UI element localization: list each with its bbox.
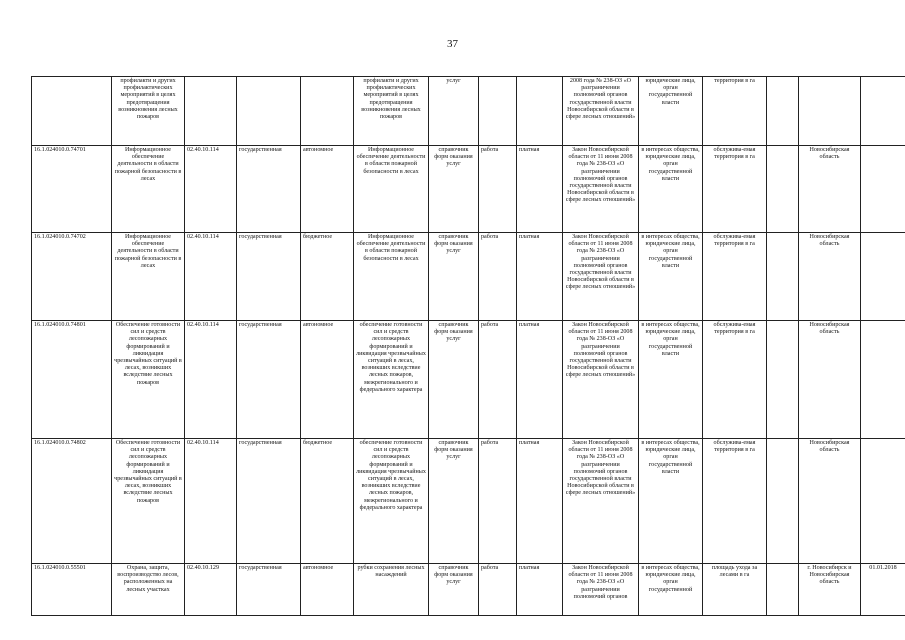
cell-consumer-category: в интересах общества, юридические лица, орган государственной bbox=[639, 564, 703, 616]
cell-registry-code: 16.1.024010.0.74701 bbox=[32, 146, 112, 233]
cell-ownership-type: государственная bbox=[237, 321, 301, 439]
cell-service-kind: работа bbox=[479, 439, 517, 564]
cell-institution-type: автономное bbox=[301, 146, 354, 233]
cell-start-date bbox=[861, 233, 905, 321]
cell-volume-indicator: площадь ухода за лесами в га bbox=[703, 564, 767, 616]
cell-start-date bbox=[861, 321, 905, 439]
cell-work-content: рубки сохранения лесных насаждений bbox=[354, 564, 429, 616]
cell-okved-code: 02.40.10.114 bbox=[185, 439, 237, 564]
cell-service-kind: работа bbox=[479, 233, 517, 321]
cell-service-name: Обеспечение готовности сил и средств лесопожарных формирований и ликвидация чрезвычайных ситуаций в лесах, возникших вследствие лесных пожаров bbox=[112, 321, 185, 439]
cell-start-date bbox=[861, 146, 905, 233]
cell-ownership-type bbox=[237, 77, 301, 146]
cell-ownership-type: государственная bbox=[237, 233, 301, 321]
cell-quality-indicator bbox=[767, 77, 799, 146]
cell-start-date bbox=[861, 77, 905, 146]
cell-service-kind: работа bbox=[479, 321, 517, 439]
cell-registry-code bbox=[32, 77, 112, 146]
cell-quality-indicator bbox=[767, 233, 799, 321]
cell-legal-basis: Закон Новосибирской области от 11 июня 2008 года № 238-ОЗ «О разграничении полномочий органов bbox=[563, 564, 639, 616]
cell-service-kind bbox=[479, 77, 517, 146]
cell-service-name: профилакти и других профилактических мероприятий в целях предотвращения возникновения лесных пожаров bbox=[112, 77, 185, 146]
cell-territory: г. Новосибирск и Новосибирская область bbox=[799, 564, 861, 616]
cell-okved-code: 02.40.10.114 bbox=[185, 233, 237, 321]
cell-start-date bbox=[861, 439, 905, 564]
cell-work-content: обеспечение готовности сил и средств лесопожарных формирований и ликвидация чрезвычайных ситуаций в лесах, возникших вследствие лесных пожаров, межрегионального и федерального характера bbox=[354, 321, 429, 439]
cell-territory: Новосибирская область bbox=[799, 233, 861, 321]
cell-service-form: справочник форм оказания услуг bbox=[429, 564, 479, 616]
cell-okved-code: 02.40.10.129 bbox=[185, 564, 237, 616]
cell-service-kind: работа bbox=[479, 564, 517, 616]
cell-quality-indicator bbox=[767, 564, 799, 616]
cell-ownership-type: государственная bbox=[237, 146, 301, 233]
cell-consumer-category: юридические лица, орган государственной власти bbox=[639, 77, 703, 146]
cell-payment-type: платная bbox=[517, 233, 563, 321]
cell-ownership-type: государственная bbox=[237, 439, 301, 564]
cell-territory: Новосибирская область bbox=[799, 146, 861, 233]
cell-okved-code bbox=[185, 77, 237, 146]
cell-volume-indicator: обслужива-емая территория в га bbox=[703, 146, 767, 233]
table-row bbox=[32, 439, 905, 564]
table-row bbox=[32, 321, 905, 439]
cell-work-content: Информационное обеспечение деятельности в области пожарной безопасности в лесах bbox=[354, 146, 429, 233]
cell-legal-basis: Закон Новосибирской области от 11 июня 2008 года № 238-ОЗ «О разграничении полномочий органов государственной власти Новосибирской области в сфере лесных отношений» bbox=[563, 146, 639, 233]
cell-registry-code: 16.1.024010.0.74702 bbox=[32, 233, 112, 321]
cell-consumer-category: в интересах общества, юридические лица, орган государственной власти bbox=[639, 321, 703, 439]
cell-territory: Новосибирская область bbox=[799, 321, 861, 439]
table-row bbox=[32, 146, 905, 233]
cell-payment-type: платная bbox=[517, 439, 563, 564]
cell-quality-indicator bbox=[767, 146, 799, 233]
cell-service-name: Информационное обеспечение деятельности в области пожарной безопасности в лесах bbox=[112, 233, 185, 321]
cell-okved-code: 02.40.10.114 bbox=[185, 146, 237, 233]
cell-institution-type: автономное bbox=[301, 321, 354, 439]
table-row bbox=[32, 564, 905, 616]
cell-institution-type bbox=[301, 77, 354, 146]
cell-consumer-category: в интересах общества, юридические лица, орган государственной власти bbox=[639, 233, 703, 321]
cell-consumer-category: в интересах общества, юридические лица, орган государственной власти bbox=[639, 439, 703, 564]
page-number: 37 bbox=[447, 38, 458, 50]
cell-service-name: Охрана, защита, воспроизводство лесов, расположенных на лесных участках bbox=[112, 564, 185, 616]
table-row bbox=[32, 77, 905, 146]
cell-legal-basis: 2008 года № 238-ОЗ «О разграничении полномочий органов государственной власти Новосибирской области в сфере лесных отношений» bbox=[563, 77, 639, 146]
cell-okved-code: 02.40.10.114 bbox=[185, 321, 237, 439]
cell-volume-indicator: территория в га bbox=[703, 77, 767, 146]
cell-quality-indicator bbox=[767, 321, 799, 439]
cell-territory bbox=[799, 77, 861, 146]
cell-registry-code: 16.1.024010.0.74801 bbox=[32, 321, 112, 439]
cell-quality-indicator bbox=[767, 439, 799, 564]
cell-consumer-category: в интересах общества, юридические лица, орган государственной власти bbox=[639, 146, 703, 233]
cell-service-form: справочник форм оказания услуг bbox=[429, 439, 479, 564]
cell-legal-basis: Закон Новосибирской области от 11 июня 2008 года № 238-ОЗ «О разграничении полномочий органов государственной власти Новосибирской области в сфере лесных отношений» bbox=[563, 439, 639, 564]
cell-volume-indicator: обслужива-емая территория в га bbox=[703, 321, 767, 439]
cell-service-name: Информационное обеспечение деятельности в области пожарной безопасности в лесах bbox=[112, 146, 185, 233]
cell-volume-indicator: обслужива-емая территория в га bbox=[703, 233, 767, 321]
cell-institution-type: автономное bbox=[301, 564, 354, 616]
cell-payment-type bbox=[517, 77, 563, 146]
cell-ownership-type: государственная bbox=[237, 564, 301, 616]
table-row bbox=[32, 233, 905, 321]
cell-legal-basis: Закон Новосибирской области от 11 июня 2008 года № 238-ОЗ «О разграничении полномочий органов государственной власти Новосибирской области в сфере лесных отношений» bbox=[563, 321, 639, 439]
cell-payment-type: платная bbox=[517, 321, 563, 439]
cell-registry-code: 16.1.024010.0.55501 bbox=[32, 564, 112, 616]
cell-institution-type: бюджетное bbox=[301, 439, 354, 564]
cell-work-content: обеспечение готовности сил и средств лесопожарных формирований и ликвидация чрезвычайных ситуаций в лесах, возникших вследствие лесных пожаров, межрегионального и федерального характера bbox=[354, 439, 429, 564]
cell-work-content: профилакти и других профилактических мероприятий в целях предотвращения возникновения лесных пожаров bbox=[354, 77, 429, 146]
cell-legal-basis: Закон Новосибирской области от 11 июня 2008 года № 238-ОЗ «О разграничении полномочий органов государственной власти Новосибирской области в сфере лесных отношений» bbox=[563, 233, 639, 321]
cell-service-form: справочник форм оказания услуг bbox=[429, 321, 479, 439]
cell-service-form: справочник форм оказания услуг bbox=[429, 146, 479, 233]
cell-service-name: Обеспечение готовности сил и средств лесопожарных формирований и ликвидация чрезвычайных ситуаций в лесах, возникших вследствие лесных пожаров bbox=[112, 439, 185, 564]
cell-territory: Новосибирская область bbox=[799, 439, 861, 564]
cell-service-form: услуг bbox=[429, 77, 479, 146]
cell-service-kind: работа bbox=[479, 146, 517, 233]
cell-institution-type: бюджетное bbox=[301, 233, 354, 321]
cell-work-content: Информационное обеспечение деятельности в области пожарной безопасности в лесах bbox=[354, 233, 429, 321]
cell-payment-type: платная bbox=[517, 146, 563, 233]
register-table bbox=[31, 76, 905, 616]
cell-service-form: справочник форм оказания услуг bbox=[429, 233, 479, 321]
cell-registry-code: 16.1.024010.0.74802 bbox=[32, 439, 112, 564]
cell-payment-type: платная bbox=[517, 564, 563, 616]
cell-volume-indicator: обслужива-емая территория в га bbox=[703, 439, 767, 564]
cell-start-date: 01.01.2018 bbox=[861, 564, 905, 616]
